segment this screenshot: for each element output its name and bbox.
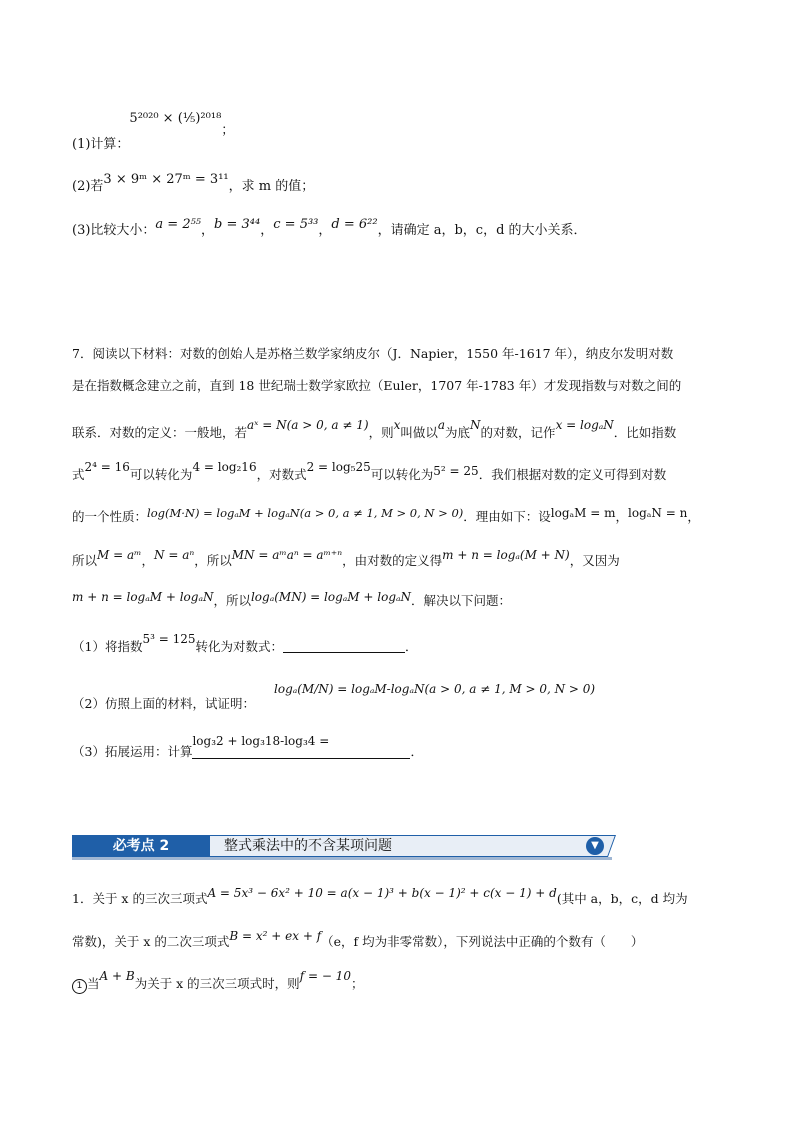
formula: B = x² + ex + f <box>229 929 322 943</box>
q6-3-suffix: ，请确定 a，b，c，d 的大小关系． <box>377 223 587 238</box>
comma: ， <box>260 223 274 238</box>
comma: ， <box>318 223 332 238</box>
chevron-down-icon[interactable]: ▼ <box>586 837 604 855</box>
text: ，所以 <box>194 553 232 568</box>
text: ， <box>615 509 629 524</box>
formula: 5² = 25 <box>433 464 479 478</box>
text: 可以转化为 <box>129 467 193 482</box>
text: ．解决以下问题： <box>411 593 512 608</box>
formula: logₐN = n <box>628 506 688 520</box>
text: 式 <box>72 467 85 482</box>
q6-1-suffix: ； <box>221 123 235 138</box>
formula: m + n = logₐ(M + N) <box>442 548 570 562</box>
text: （e，f 均为非零常数），下列说法中正确的个数有（ ） <box>321 934 644 949</box>
q6-1-formula: 5²⁰²⁰ × (¹⁄₅)²⁰¹⁸ <box>129 111 222 126</box>
p1-line-2 <box>72 929 644 951</box>
p1-line-1 <box>72 886 688 908</box>
formula: a <box>437 418 446 432</box>
q7-line-2: 是在指数概念建立之前，直到 18 世纪瑞士数学家欧拉（Euler，1707 年-1783 年）才发现指数与对数之间的 <box>72 378 682 393</box>
text: 叫做以 <box>400 425 438 440</box>
formula: x <box>393 418 401 432</box>
q7-line-3 <box>72 418 677 442</box>
text: 转化为对数式： <box>195 639 284 654</box>
q6-3-d: d = 6²² <box>331 217 378 232</box>
formula: 2⁴ = 16 <box>84 460 130 474</box>
p1-line-3 <box>72 969 364 994</box>
text: 为关于 x 的三次三项式时，则 <box>134 976 300 991</box>
formula: x = logₐN <box>555 418 614 432</box>
answer-blank[interactable] <box>283 638 405 653</box>
formula: MN = aᵐaⁿ = aᵐ⁺ⁿ <box>231 548 343 562</box>
q6-3-b: b = 3⁴⁴ <box>214 217 261 232</box>
q7-sub-2-formula: logₐ(M/N) = logₐM-logₐN(a > 0, a ≠ 1, M > 0, N > 0) <box>274 682 596 696</box>
text: ，所以 <box>213 593 251 608</box>
text: 可以转化为 <box>370 467 434 482</box>
formula: A = 5x³ − 6x² + 10 = a(x − 1)³ + b(x − 1)² + c(x − 1) + d <box>207 886 557 900</box>
text: ，则 <box>368 425 394 440</box>
banner-underline <box>72 857 612 860</box>
formula: A + B <box>99 969 135 983</box>
formula: 4 = log₂16 <box>192 460 257 474</box>
formula: M = aᵐ <box>97 548 142 562</box>
formula: logₐM = m <box>550 506 616 520</box>
formula: 5³ = 125 <box>142 632 196 646</box>
q7-line-1: 7．阅读以下材料：对数的创始人是苏格兰数学家纳皮尔（J．Napier，1550 年-1617 年），纳皮尔发明对数 <box>72 346 674 361</box>
q6-3-a: a = 2⁵⁵ <box>155 217 202 232</box>
text: 为底 <box>445 425 471 440</box>
q6-3-prefix: (3)比较大小： <box>72 223 156 238</box>
q7-line-5 <box>72 508 700 526</box>
q6-2-formula: 3 × 9ᵐ × 27ᵐ = 3¹¹ <box>103 172 229 187</box>
text: ，又因为 <box>569 553 620 568</box>
section-banner <box>72 835 612 857</box>
banner-tag: 必考点 2 <box>72 835 210 857</box>
formula: 2 = log₅25 <box>306 460 371 474</box>
q6-1-prefix: (1)计算： <box>72 137 130 152</box>
text: 的一个性质： <box>72 509 148 524</box>
q6-2-suffix: ，求 m 的值； <box>228 179 315 194</box>
q6-3-line <box>72 217 587 240</box>
text: ． <box>410 744 423 759</box>
formula: N <box>470 418 481 432</box>
text: ， <box>687 509 700 524</box>
text: ．理由如下：设 <box>463 509 551 524</box>
text: ．比如指数 <box>613 425 677 440</box>
formula: aˣ = N(a > 0, a ≠ 1) <box>247 418 369 432</box>
text: ．我们根据对数的定义可得到对数 <box>478 467 667 482</box>
q7-sub-1 <box>72 632 418 656</box>
text: 1．关于 x 的三次三项式 <box>72 891 208 906</box>
formula: m + n = logₐM + logₐN <box>72 590 214 604</box>
q7-line-6 <box>72 548 620 570</box>
q7-sub-3 <box>72 734 423 761</box>
text: （1）将指数 <box>72 639 143 654</box>
circled-number: 1 <box>72 979 87 994</box>
text: ． <box>405 639 418 654</box>
text: (其中 a，b，c，d 均为 <box>556 891 688 906</box>
text: ， <box>141 553 155 568</box>
text: ，对数式 <box>256 467 307 482</box>
formula: log(M·N) = logₐM + logₐN(a > 0, a ≠ 1, M > 0, N > 0) <box>147 506 464 520</box>
q7-line-7 <box>72 592 511 610</box>
text: （3）拓展运用：计算 <box>72 744 193 759</box>
q6-3-c: c = 5³³ <box>273 217 319 232</box>
answer-blank[interactable] <box>192 734 410 759</box>
formula: f = − 10 <box>299 969 351 983</box>
q7-line-4 <box>72 460 667 484</box>
q6-2-prefix: (2)若 <box>72 179 104 194</box>
banner-title: 整式乘法中的不含某项问题 <box>224 838 392 854</box>
text: 常数)，关于 x 的二次三项式 <box>72 934 230 949</box>
q6-1-line <box>72 111 235 154</box>
text: 所以 <box>72 553 98 568</box>
formula: N = aⁿ <box>154 548 195 562</box>
q7-sub-2: （2）仿照上面的材料，试证明： <box>72 696 255 711</box>
formula: log₃2 + log₃18-log₃4 = <box>192 734 330 748</box>
text: ； <box>350 976 364 991</box>
text: ，由对数的定义得 <box>342 553 443 568</box>
q6-2-line <box>72 172 315 196</box>
text: 当 <box>87 976 100 991</box>
formula: logₐ(MN) = logₐM + logₐN <box>250 590 412 604</box>
text: 联系．对数的定义：一般地，若 <box>72 425 248 440</box>
text: 的对数，记作 <box>480 425 556 440</box>
comma: ， <box>201 223 215 238</box>
